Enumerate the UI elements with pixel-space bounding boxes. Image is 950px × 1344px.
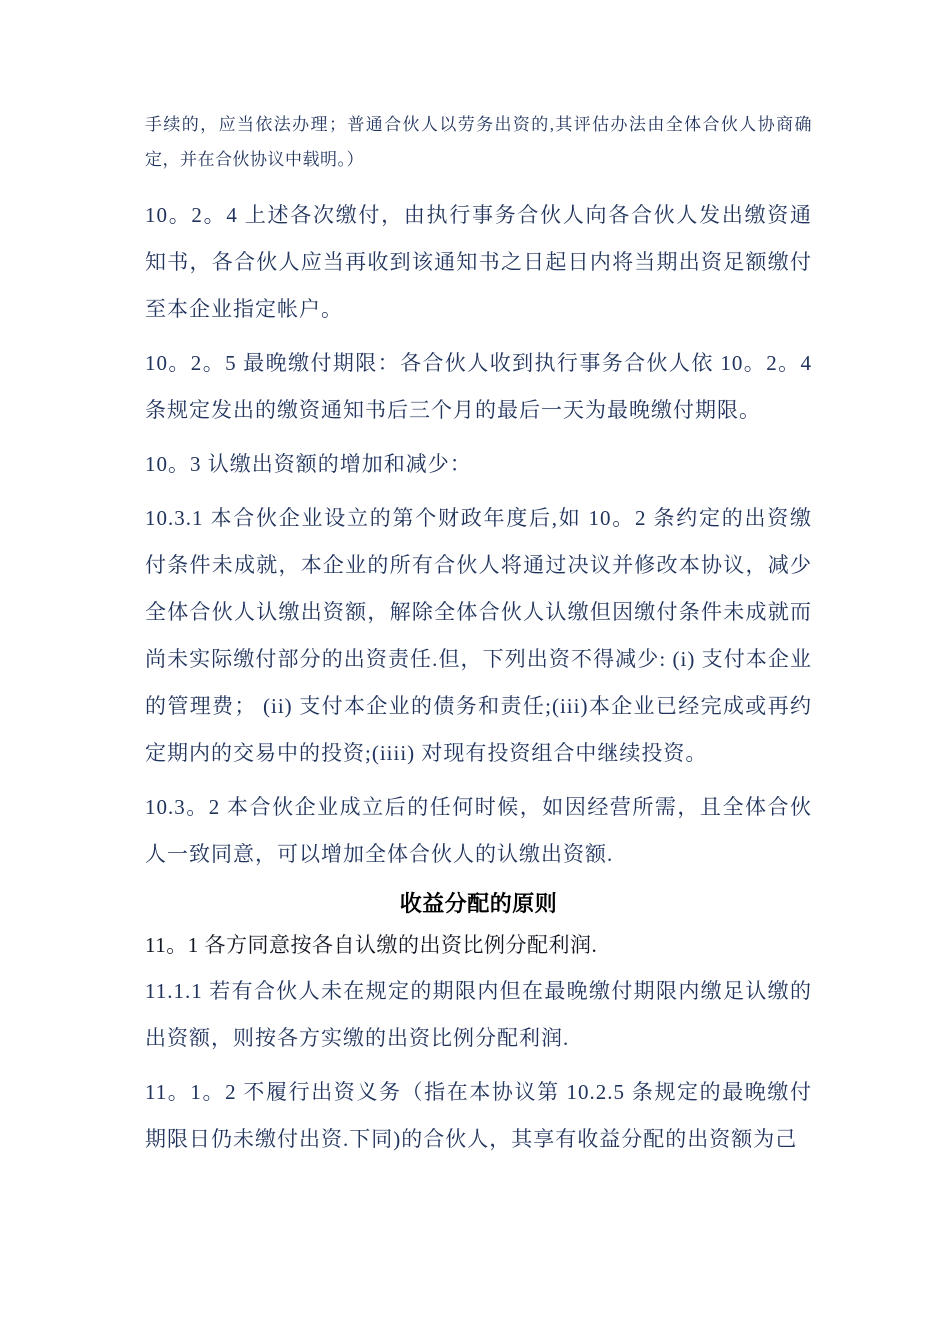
clause-10-3: 10。3 认缴出资额的增加和减少： [145,451,472,476]
paragraph-continuation: 手续的，应当依法办理；普通合伙人以劳务出资的,其评估办法由全体合伙人协商确定，并在合伙协议中载明。） [145,115,812,169]
clause-10-3-1: 10.3.1 本合伙企业设立的第个财政年度后,如 10。2 条约定的出资缴付条件未成就，本企业的所有合伙人将通过决议并修改本协议，减少全体合伙人认缴出资额，解除全体合伙人认缴但因缴付条件未成就而尚未实际缴付部分的出资责任.但，下列出资不得减少: (i) 支付本企业的管理费； (ii) 支付本企业的债务和责任;(iii)本企业已经完成或再约定期内的交易中的投资;(iiii) 对现有投资组合中继续投资。 [145,505,812,766]
clause-10-3-2: 10.3。2 本合伙企业成立后的任何时候，如因经营所需，且全体合伙人一致同意，可以增加全体合伙人的认缴出资额. [145,795,812,867]
clause-10-2-5: 10。2。5 最晚缴付期限：各合伙人收到执行事务合伙人依 10。2。4 条规定发出的缴资通知书后三个月的最后一天为最晚缴付期限。 [145,350,812,422]
article-11-title: 11。1 各方同意按各自认缴的出资比例分配利润. [145,932,598,957]
clause-10-2-4: 10。2。4 上述各次缴付，由执行事务合伙人向各合伙人发出缴资通知书，各合伙人应当再收到该通知书之日起日内将当期出资足额缴付至本企业指定帐户。 [145,202,812,321]
clause-11-1: 11.1.1 若有合伙人未在规定的期限内但在最晚缴付期限内缴足认缴的出资额，则按各方实缴的出资比例分配利润. [145,979,812,1051]
chapter-5-heading: 收益分配的原则 [399,891,558,917]
clause-11-1-1: 11。1。2 不履行出资义务（指在本协议第 10.2.5 条规定的最晚缴付期限日仍未缴付出资.下同)的合伙人，其享有收益分配的出资额为己 [145,1080,812,1152]
article-11-heading [145,925,812,965]
